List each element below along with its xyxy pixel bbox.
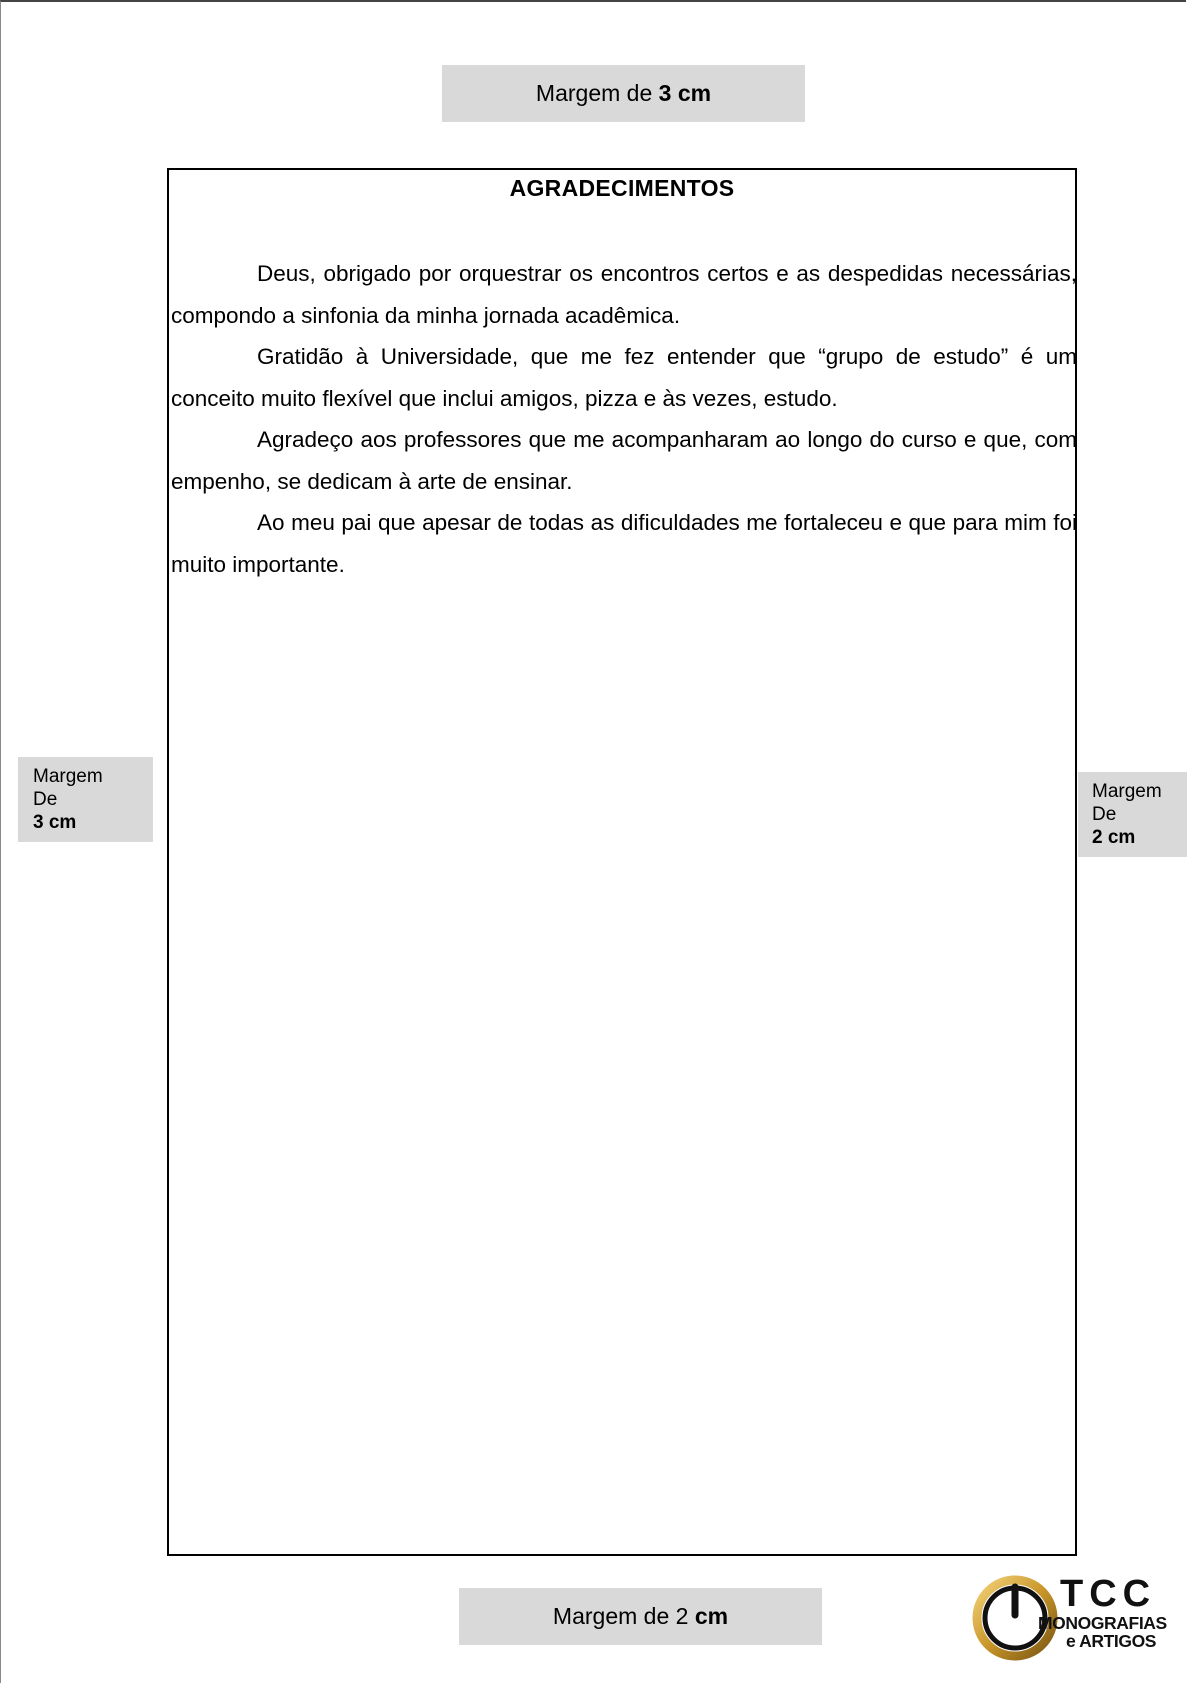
left-margin-line1: Margem (33, 766, 103, 787)
logo-line2: e ARTIGOS (1066, 1631, 1157, 1651)
paragraph: Gratidão à Universidade, que me fez entender que “grupo de estudo” é um conceito muito flexível que inclui amigos, pizza e às vezes, estudo. (171, 344, 1077, 411)
logo-brand: TCC (1060, 1573, 1157, 1615)
right-margin-line1: Margem (1092, 781, 1162, 802)
tcc-logo (970, 1575, 1180, 1665)
left-margin-value: 3 cm (33, 812, 77, 833)
bottom-margin-prefix: Margem de 2 (552, 1603, 695, 1629)
top-margin-label (442, 65, 805, 122)
left-margin-line2: De (33, 789, 58, 810)
right-margin-label (1078, 772, 1187, 857)
top-margin-prefix: Margem de (535, 80, 659, 106)
text-area (167, 168, 1077, 1556)
right-margin-value: 2 cm (1092, 827, 1136, 848)
logo-line1: MONOGRAFIAS (1038, 1613, 1167, 1633)
right-margin-line2: De (1092, 804, 1117, 825)
paragraph: Deus, obrigado por orquestrar os encontros certos e as despedidas necessárias, compondo a sinfonia da minha jornada acadêmica. (171, 261, 1077, 328)
document-body (171, 253, 1077, 585)
paragraph: Ao meu pai que apesar de todas as dificuldades me fortaleceu e que para mim foi muito importante. (171, 510, 1077, 577)
left-margin-label (18, 757, 153, 842)
document-title: AGRADECIMENTOS (509, 175, 735, 201)
bottom-margin-value: cm (694, 1603, 729, 1629)
paragraph: Agradeço aos professores que me acompanharam ao longo do curso e que, com empenho, se dedicam à arte de ensinar. (171, 427, 1077, 494)
bottom-margin-label (459, 1588, 822, 1645)
top-margin-value: 3 cm (658, 80, 712, 106)
